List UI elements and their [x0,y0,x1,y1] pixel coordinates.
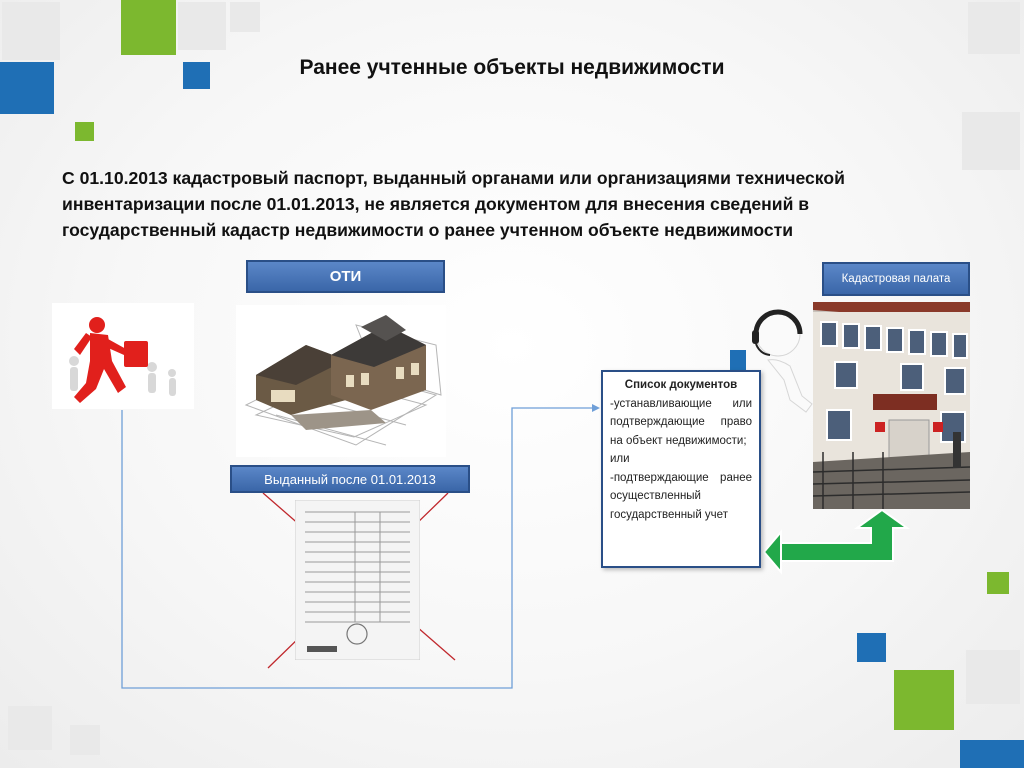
intro-text: С 01.10.2013 кадастровый паспорт, выданный органами или организациями технической инвентаризации после 01.01.2013, не является документом для внесения сведений в государственный кадастр недвижимости о ранее учтенном объекте недвижимости [62,168,845,240]
cadastral-building-photo [813,302,970,509]
running-man-icon [52,303,194,409]
document-list-item: -устанавливающие или подтверждающие право на объект недвижимости; [610,397,752,447]
document-list-title: Список документов [624,379,738,391]
document-list-item: -подтверждающие ранее осуществленный государственный учет [610,471,752,521]
crossed-document-image [295,500,420,660]
document-list-or: или [610,453,630,465]
house-blueprint-image [236,305,446,457]
cadastral-chamber-label: Кадастровая палата [822,262,970,296]
flow-arrowhead [592,404,600,412]
green-return-arrow [764,510,907,572]
oti-label: ОТИ [246,260,445,293]
issued-after-label: Выданный после 01.01.2013 [230,465,470,493]
document-list-box [601,370,761,568]
slide-title: Ранее учтенные объекты недвижимости [299,56,725,79]
